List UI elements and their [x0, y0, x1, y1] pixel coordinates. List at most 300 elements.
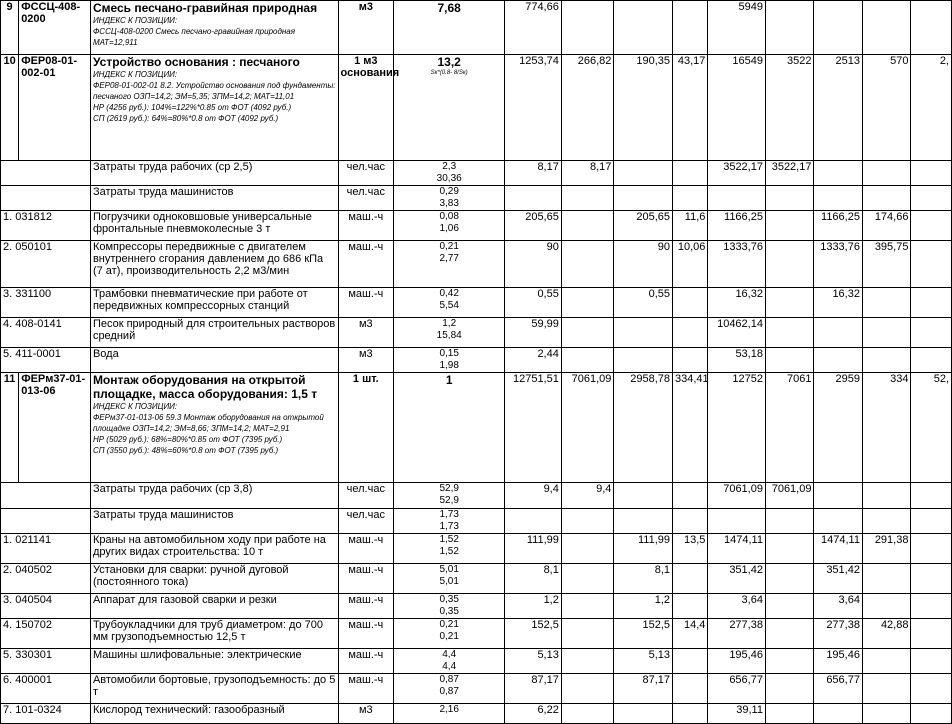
value-cell: 195,46	[814, 649, 863, 674]
value-cell: 1,2	[505, 594, 562, 619]
value-cell	[673, 318, 708, 348]
value-cell	[814, 483, 863, 509]
work-note: НР (4256 руб.): 104%=122%*0.85 от ФОТ (4092 руб.)	[92, 103, 292, 112]
position-number	[1, 509, 91, 534]
value-cell	[911, 241, 952, 288]
value-cell	[673, 1, 708, 55]
quantity-total: 1,98	[439, 360, 459, 371]
value-cell	[765, 649, 814, 674]
resource-description: Затраты труда машинистов	[90, 509, 338, 534]
estimate-table-body	[1, 1, 952, 724]
work-note: ИНДЕКС К ПОЗИЦИИ:	[92, 70, 178, 79]
value-cell	[673, 348, 708, 373]
value-cell: 1,2	[614, 594, 673, 619]
value-cell: 9,4	[505, 483, 562, 509]
resource-description: Вода	[90, 348, 338, 373]
value-cell	[814, 318, 863, 348]
table-row	[1, 649, 952, 674]
value-cell	[673, 594, 708, 619]
value-cell	[673, 161, 708, 186]
work-note: СП (3550 руб.): 48%=60%*0.8 от ФОТ (7395 руб.)	[92, 446, 279, 455]
value-cell	[862, 649, 911, 674]
quantity-total: 0,87	[439, 686, 459, 697]
value-cell	[673, 564, 708, 594]
quantity	[394, 594, 505, 619]
value-cell: 334,41	[673, 373, 708, 483]
value-cell: 2958,78	[614, 373, 673, 483]
resource-description: Аппарат для газовой сварки и резки	[90, 594, 338, 619]
work-title: Смесь песчано-гравийная природная	[92, 1, 318, 15]
table-row	[1, 55, 952, 161]
value-cell: 277,38	[814, 619, 863, 649]
position-code: ФССЦ-408-0200	[19, 1, 91, 55]
value-cell: 2513	[814, 55, 863, 161]
position-number: 4. 150702	[1, 619, 91, 649]
resource-description: Песок природный для строительных растворов средний	[90, 318, 338, 348]
value-cell: 53,18	[708, 348, 766, 373]
unit: м3	[338, 318, 394, 348]
table-row	[1, 483, 952, 509]
quantity	[394, 211, 505, 241]
value-cell: 90	[614, 241, 673, 288]
resource-description: Кислород технический: газообразный	[90, 704, 338, 724]
value-cell: 0,55	[614, 288, 673, 318]
work-note: СП (2619 руб.): 64%=80%*0.8 от ФОТ (4092 руб.)	[92, 114, 279, 123]
value-cell	[673, 483, 708, 509]
value-cell: 774,66	[505, 1, 562, 55]
value-cell	[911, 704, 952, 724]
value-cell: 656,77	[814, 674, 863, 704]
row-number: 9	[1, 1, 19, 55]
value-cell: 87,17	[505, 674, 562, 704]
value-cell	[911, 509, 952, 534]
quantity-total: 4,4	[442, 661, 457, 672]
unit: м3	[338, 704, 394, 724]
value-cell: 13,5	[673, 534, 708, 564]
value-cell: 5,13	[505, 649, 562, 674]
quantity-norm: 0,21	[439, 619, 459, 630]
value-cell: 16,32	[814, 288, 863, 318]
value-cell: 291,38	[862, 534, 911, 564]
value-cell	[911, 348, 952, 373]
unit: маш.-ч	[338, 211, 394, 241]
value-cell	[614, 161, 673, 186]
value-cell	[614, 704, 673, 724]
position-number: 2. 040502	[1, 564, 91, 594]
table-row	[1, 1, 952, 55]
quantity-total: 30,36	[436, 173, 462, 184]
value-cell: 1166,25	[814, 211, 863, 241]
table-row	[1, 348, 952, 373]
value-cell: 1474,11	[814, 534, 863, 564]
value-cell	[614, 186, 673, 211]
table-row	[1, 534, 952, 564]
value-cell: 5949	[708, 1, 766, 55]
value-cell: 43,17	[673, 55, 708, 161]
value-cell	[911, 186, 952, 211]
quantity-formula: Sк*(0.8- 8/Sк)	[430, 70, 468, 76]
value-cell	[862, 161, 911, 186]
unit: маш.-ч	[338, 241, 394, 288]
quantity	[394, 483, 505, 509]
table-row	[1, 161, 952, 186]
value-cell	[673, 649, 708, 674]
value-cell: 174,66	[862, 211, 911, 241]
quantity-norm: 2,16	[439, 704, 459, 715]
value-cell: 6,22	[505, 704, 562, 724]
value-cell	[911, 318, 952, 348]
resource-description: Затраты труда рабочих (ср 2,5)	[90, 161, 338, 186]
value-cell: 277,38	[708, 619, 766, 649]
position-number: 1. 021141	[1, 534, 91, 564]
quantity-norm: 0,08	[439, 211, 459, 222]
quantity	[394, 318, 505, 348]
unit: маш.-ч	[338, 619, 394, 649]
value-cell	[673, 674, 708, 704]
value-cell	[765, 704, 814, 724]
unit: м3	[338, 1, 394, 55]
value-cell: 111,99	[614, 534, 673, 564]
quantity	[394, 241, 505, 288]
value-cell	[561, 594, 614, 619]
position-number	[1, 483, 91, 509]
table-row	[1, 704, 952, 724]
value-cell: 2,	[911, 55, 952, 161]
value-cell: 90	[505, 241, 562, 288]
table-row	[1, 594, 952, 619]
value-cell: 2959	[814, 373, 863, 483]
value-cell: 3522,17	[708, 161, 766, 186]
quantity-norm: 2,3	[442, 161, 457, 172]
position-number: 5. 411-0001	[1, 348, 91, 373]
unit: маш.-ч	[338, 674, 394, 704]
value-cell: 351,42	[708, 564, 766, 594]
value-cell: 16549	[708, 55, 766, 161]
value-cell: 87,17	[614, 674, 673, 704]
quantity-norm: 4,4	[442, 649, 457, 660]
quantity-total: 0,35	[439, 606, 459, 617]
value-cell	[561, 211, 614, 241]
value-cell	[505, 186, 562, 211]
value-cell	[765, 564, 814, 594]
resource-description: Трубоукладчики для труб диаметром: до 700 мм грузоподъемностью 12,5 т	[90, 619, 338, 649]
value-cell	[561, 564, 614, 594]
quantity-value: 7,68	[437, 1, 461, 15]
value-cell: 1166,25	[708, 211, 766, 241]
row-number: 10	[1, 55, 19, 161]
unit: чел.час	[338, 186, 394, 211]
value-cell: 3522	[765, 55, 814, 161]
work-title: Монтаж оборудования на открытой площадке, масса оборудования: 1,5 т	[92, 373, 318, 401]
value-cell	[765, 1, 814, 55]
quantity-total: 15,84	[436, 330, 462, 341]
position-number: 5. 330301	[1, 649, 91, 674]
resource-description: Погрузчики одноковшовые универсальные фронтальные пневмоколесные 3 т	[90, 211, 338, 241]
value-cell: 656,77	[708, 674, 766, 704]
value-cell	[814, 161, 863, 186]
work-note: МАТ=12,911	[92, 38, 138, 47]
quantity-total: 1,73	[439, 521, 459, 532]
value-cell	[708, 186, 766, 211]
quantity	[394, 564, 505, 594]
value-cell: 7061,09	[765, 483, 814, 509]
value-cell	[765, 186, 814, 211]
position-number: 1. 031812	[1, 211, 91, 241]
value-cell	[765, 241, 814, 288]
unit: маш.-ч	[338, 564, 394, 594]
value-cell: 3,64	[708, 594, 766, 619]
value-cell: 1333,76	[814, 241, 863, 288]
value-cell: 7061,09	[708, 483, 766, 509]
value-cell: 152,5	[505, 619, 562, 649]
work-title: Устройство основания : песчаного	[92, 55, 300, 69]
value-cell	[862, 564, 911, 594]
value-cell	[911, 674, 952, 704]
quantity	[394, 161, 505, 186]
value-cell	[561, 288, 614, 318]
value-cell: 570	[862, 55, 911, 161]
resource-description: Машины шлифовальные: электрические	[90, 649, 338, 674]
value-cell	[911, 594, 952, 619]
value-cell: 10,06	[673, 241, 708, 288]
position-number: 3. 040504	[1, 594, 91, 619]
value-cell	[911, 649, 952, 674]
value-cell: 205,65	[614, 211, 673, 241]
value-cell	[765, 619, 814, 649]
table-row	[1, 211, 952, 241]
quantity-total: 2,77	[439, 253, 459, 264]
quantity-norm: 52,9	[439, 483, 459, 494]
value-cell: 1253,74	[505, 55, 562, 161]
position-number: 7. 101-0324	[1, 704, 91, 724]
value-cell: 42,88	[862, 619, 911, 649]
unit: чел.час	[338, 483, 394, 509]
quantity-norm: 0,15	[439, 348, 459, 359]
position-code: ФЕР08-01-002-01	[19, 55, 91, 161]
table-row	[1, 318, 952, 348]
value-cell: 3522,17	[765, 161, 814, 186]
value-cell	[911, 534, 952, 564]
quantity	[394, 674, 505, 704]
quantity	[394, 373, 505, 483]
value-cell	[561, 619, 614, 649]
value-cell: 10462,14	[708, 318, 766, 348]
table-row	[1, 564, 952, 594]
position-number: 2. 050101	[1, 241, 91, 288]
value-cell	[765, 348, 814, 373]
value-cell	[862, 483, 911, 509]
value-cell	[505, 509, 562, 534]
value-cell	[614, 1, 673, 55]
quantity	[394, 534, 505, 564]
resource-description: Трамбовки пневматические при работе от передвижных компрессорных станций	[90, 288, 338, 318]
work-note: ФЕРм37-01-013-06 59.3 Монтаж оборудования на открытой площадке ОЗП=14,2; ЭМ=8,66; ЗПМ=14,2; МАТ=2,91	[92, 413, 324, 433]
value-cell: 59,99	[505, 318, 562, 348]
value-cell	[911, 1, 952, 55]
value-cell	[561, 1, 614, 55]
value-cell	[862, 348, 911, 373]
value-cell: 1474,11	[708, 534, 766, 564]
value-cell	[708, 509, 766, 534]
unit: 1 шт.	[338, 373, 394, 483]
quantity-total: 5,01	[439, 576, 459, 587]
value-cell: 3,64	[814, 594, 863, 619]
unit: маш.-ч	[338, 594, 394, 619]
value-cell	[614, 348, 673, 373]
value-cell	[673, 704, 708, 724]
table-row	[1, 674, 952, 704]
quantity-total: 5,54	[439, 300, 459, 311]
work-note: ИНДЕКС К ПОЗИЦИИ:	[92, 402, 178, 411]
quantity-total: 52,9	[439, 495, 459, 506]
value-cell	[561, 509, 614, 534]
value-cell	[614, 483, 673, 509]
quantity-total: 1,52	[439, 546, 459, 557]
table-row	[1, 509, 952, 534]
table-row	[1, 186, 952, 211]
quantity-total: 3,83	[439, 198, 459, 209]
quantity-norm: 0,29	[439, 186, 459, 197]
value-cell	[561, 649, 614, 674]
value-cell: 11,6	[673, 211, 708, 241]
value-cell: 12752	[708, 373, 766, 483]
quantity-norm: 5,01	[439, 564, 459, 575]
value-cell	[911, 564, 952, 594]
value-cell: 395,75	[862, 241, 911, 288]
value-cell: 152,5	[614, 619, 673, 649]
value-cell	[561, 241, 614, 288]
value-cell: 8,17	[505, 161, 562, 186]
value-cell	[765, 534, 814, 564]
value-cell: 12751,51	[505, 373, 562, 483]
value-cell	[814, 704, 863, 724]
table-row	[1, 373, 952, 483]
position-code: ФЕРм37-01-013-06	[19, 373, 91, 483]
quantity-total: 0,21	[439, 631, 459, 642]
value-cell	[814, 1, 863, 55]
value-cell: 2,44	[505, 348, 562, 373]
value-cell: 351,42	[814, 564, 863, 594]
unit: чел.час	[338, 161, 394, 186]
value-cell: 111,99	[505, 534, 562, 564]
table-row	[1, 619, 952, 649]
value-cell: 334	[862, 373, 911, 483]
value-cell: 8,1	[614, 564, 673, 594]
resource-description: Компрессоры передвижные с двигателем внутреннего сгорания давлением до 686 кПа (7 ат), производительность 2,2 м3/мин	[90, 241, 338, 288]
value-cell: 8,17	[561, 161, 614, 186]
quantity-norm: 1,52	[439, 534, 459, 545]
quantity-norm: 0,35	[439, 594, 459, 605]
value-cell	[561, 534, 614, 564]
work-description	[90, 1, 338, 55]
value-cell: 195,46	[708, 649, 766, 674]
resource-description: Краны на автомобильном ходу при работе на других видах строительства: 10 т	[90, 534, 338, 564]
table-row	[1, 241, 952, 288]
quantity-norm: 1,2	[442, 318, 457, 329]
value-cell	[862, 704, 911, 724]
value-cell: 52,	[911, 373, 952, 483]
value-cell: 14,4	[673, 619, 708, 649]
value-cell: 205,65	[505, 211, 562, 241]
work-note: ИНДЕКС К ПОЗИЦИИ:	[92, 16, 178, 25]
resource-description: Затраты труда рабочих (ср 3,8)	[90, 483, 338, 509]
value-cell	[862, 674, 911, 704]
value-cell: 7061,09	[561, 373, 614, 483]
quantity	[394, 619, 505, 649]
quantity	[394, 288, 505, 318]
quantity	[394, 186, 505, 211]
value-cell	[862, 594, 911, 619]
quantity-value: 1	[445, 373, 453, 387]
resource-description: Автомобили бортовые, грузоподъемность: до 5 т	[90, 674, 338, 704]
value-cell: 8,1	[505, 564, 562, 594]
unit: маш.-ч	[338, 288, 394, 318]
value-cell: 7061	[765, 373, 814, 483]
quantity	[394, 348, 505, 373]
resource-description: Затраты труда машинистов	[90, 186, 338, 211]
unit: м3	[338, 348, 394, 373]
quantity-norm: 0,42	[439, 288, 459, 299]
value-cell: 39,11	[708, 704, 766, 724]
quantity	[394, 649, 505, 674]
value-cell: 1333,76	[708, 241, 766, 288]
work-description	[90, 55, 338, 161]
value-cell	[561, 186, 614, 211]
value-cell	[614, 318, 673, 348]
resource-description: Установки для сварки: ручной дуговой (постоянного тока)	[90, 564, 338, 594]
work-note: ФЕР08-01-002-01 8.2. Устройство основания под фундаменты: песчаного ОЗП=14,2; ЭМ=5,35; ЗПМ=14,2; МАТ=11,01	[92, 81, 336, 101]
value-cell	[911, 619, 952, 649]
value-cell	[862, 318, 911, 348]
work-description	[90, 373, 338, 483]
value-cell	[765, 318, 814, 348]
position-number: 6. 400001	[1, 674, 91, 704]
value-cell	[765, 288, 814, 318]
quantity-norm: 1,73	[439, 509, 459, 520]
value-cell	[911, 211, 952, 241]
unit: 1 м3 основания	[338, 55, 394, 161]
position-number	[1, 186, 91, 211]
unit: маш.-ч	[338, 534, 394, 564]
quantity	[394, 704, 505, 724]
value-cell	[561, 318, 614, 348]
value-cell	[765, 594, 814, 619]
work-note: ФССЦ-408-0200 Смесь песчано-гравийная природная	[92, 27, 296, 36]
position-number	[1, 161, 91, 186]
quantity	[394, 55, 505, 161]
value-cell	[765, 211, 814, 241]
quantity	[394, 1, 505, 55]
value-cell: 9,4	[561, 483, 614, 509]
value-cell	[862, 186, 911, 211]
value-cell	[862, 288, 911, 318]
value-cell	[814, 348, 863, 373]
value-cell	[862, 509, 911, 534]
value-cell	[911, 288, 952, 318]
unit: маш.-ч	[338, 649, 394, 674]
value-cell	[911, 483, 952, 509]
value-cell: 16,32	[708, 288, 766, 318]
position-number: 3. 331100	[1, 288, 91, 318]
value-cell	[911, 161, 952, 186]
quantity	[394, 509, 505, 534]
value-cell	[561, 674, 614, 704]
work-note: НР (5029 руб.): 68%=80%*0.85 от ФОТ (7395 руб.)	[92, 435, 283, 444]
value-cell	[814, 509, 863, 534]
value-cell: 266,82	[561, 55, 614, 161]
value-cell	[561, 348, 614, 373]
value-cell	[862, 1, 911, 55]
